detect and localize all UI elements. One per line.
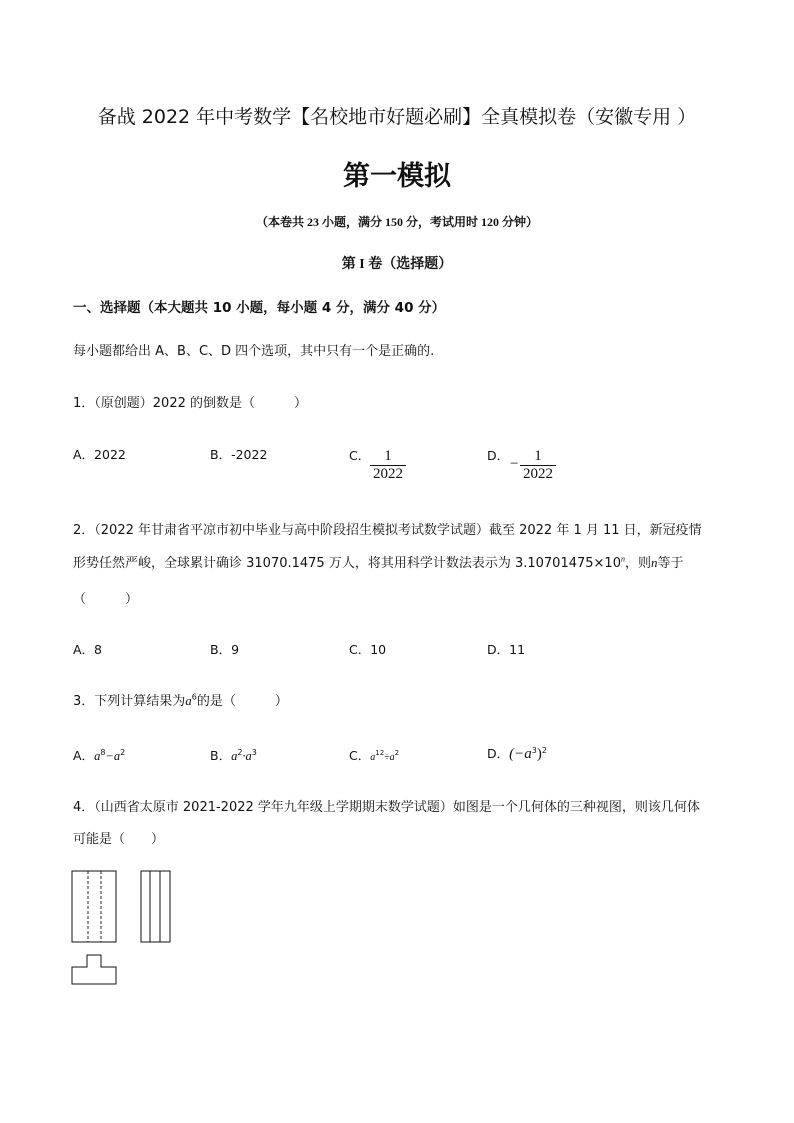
q3-option-c: [349, 746, 399, 764]
q3-variable: a: [185, 693, 192, 708]
question-2-stem-line2: [73, 552, 684, 571]
q2-variable: n: [651, 555, 658, 570]
question-3-stem: [73, 690, 288, 709]
q3-d-exp1: 3: [531, 745, 537, 755]
q3-a-exp1: 8: [100, 747, 106, 757]
q3-option-a: [73, 746, 125, 764]
question-1-stem: 1．（原创题）2022 的倒数是（ ）: [73, 396, 307, 411]
q2-line2-text: 形势任然严峻，全球累计确诊 31070.1475 万人，将其用科学计数法表示为 3.10701475×10: [73, 556, 621, 571]
q3-b-op: ·a: [242, 749, 252, 763]
question-4-stem-line2: 可能是（ ）: [73, 832, 165, 847]
q1-c-numerator: 1: [384, 448, 392, 464]
q3-d-open: (−a: [509, 746, 532, 762]
question-2-stem-line3: （ ）: [73, 592, 139, 607]
q3-b-base: a: [231, 749, 238, 763]
q1-option-c-label: C．: [349, 448, 371, 463]
q3-a-base: a: [94, 749, 101, 763]
q3-c-op: ÷a: [384, 752, 395, 763]
q2-exponent: n: [620, 554, 625, 564]
q2-option-d: D．11: [487, 642, 526, 657]
q3-exponent: 6: [191, 692, 197, 702]
q3-stem-end: 的是（ ）: [196, 694, 288, 709]
part-heading: 第 I 卷（选择题）: [341, 257, 453, 272]
three-views-figure: [70, 868, 180, 988]
q3-stem-text: 3．下列计算结果为: [73, 694, 186, 709]
q3-a-exp2: 2: [120, 747, 126, 757]
question-2-stem-line1: 2．（2022 年甘肃省平凉市初中毕业与高中阶段招生模拟考试数学试题）截至 2022 年 1 月 11 日，新冠疫情: [73, 523, 702, 538]
q3-a-label: A．: [73, 748, 95, 763]
q1-c-denominator: 2022: [370, 465, 406, 483]
q2-line2-end: 等于: [657, 556, 684, 571]
front-view: [72, 871, 116, 942]
exam-title: 备战 2022 年中考数学【名校地市好题必刷】全真模拟卷（安徽专用 ）: [97, 106, 697, 128]
q3-c-base: a: [370, 752, 376, 763]
q3-option-b: [210, 746, 257, 764]
q1-d-numerator: 1: [534, 448, 542, 464]
q1-option-c-fraction: [370, 448, 406, 483]
top-view: [72, 955, 116, 984]
q3-c-exp2: 2: [394, 748, 400, 757]
question-4-stem-line1: 4．（山西省太原市 2021-2022 学年九年级上学期期末数学试题）如图是一个几何体的三种视图，则该几何体: [73, 800, 700, 815]
q3-option-d: [487, 744, 547, 763]
section-instruction: 每小题都给出 A、B、C、D 四个选项，其中只有一个是正确的.: [73, 344, 435, 359]
q2-option-c: C．10: [349, 642, 387, 657]
q1-option-d-fraction: [520, 448, 556, 483]
q3-c-label: C．: [349, 748, 371, 763]
q1-d-denominator: 2022: [520, 465, 556, 483]
q2-line2-then: ，则: [624, 556, 651, 571]
q3-b-exp2: 3: [251, 747, 257, 757]
q1-option-d-label: D．: [487, 448, 510, 463]
q3-a-op: −a: [105, 749, 121, 763]
q2-option-b: B．9: [210, 642, 240, 657]
q3-c-exp1: 12: [375, 748, 385, 757]
q3-d-close: ): [536, 746, 542, 762]
side-view: [141, 871, 170, 942]
section-heading: 一、选择题（本大题共 10 小题，每小题 4 分，满分 40 分）: [73, 300, 446, 316]
q3-b-exp1: 2: [237, 747, 243, 757]
q2-option-a: A．8: [73, 642, 103, 657]
q1-option-a: A．2022: [73, 447, 126, 462]
q1-d-minus: −: [510, 456, 519, 472]
exam-note: （本卷共 23 小题，满分 150 分，考试用时 120 分钟）: [255, 215, 538, 229]
q3-d-label: D．: [487, 746, 510, 761]
q3-b-label: B．: [210, 748, 232, 763]
q1-option-b: B．-2022: [210, 447, 268, 462]
q3-d-exp2: 2: [541, 745, 547, 755]
exam-subtitle: 第一模拟: [343, 161, 451, 192]
